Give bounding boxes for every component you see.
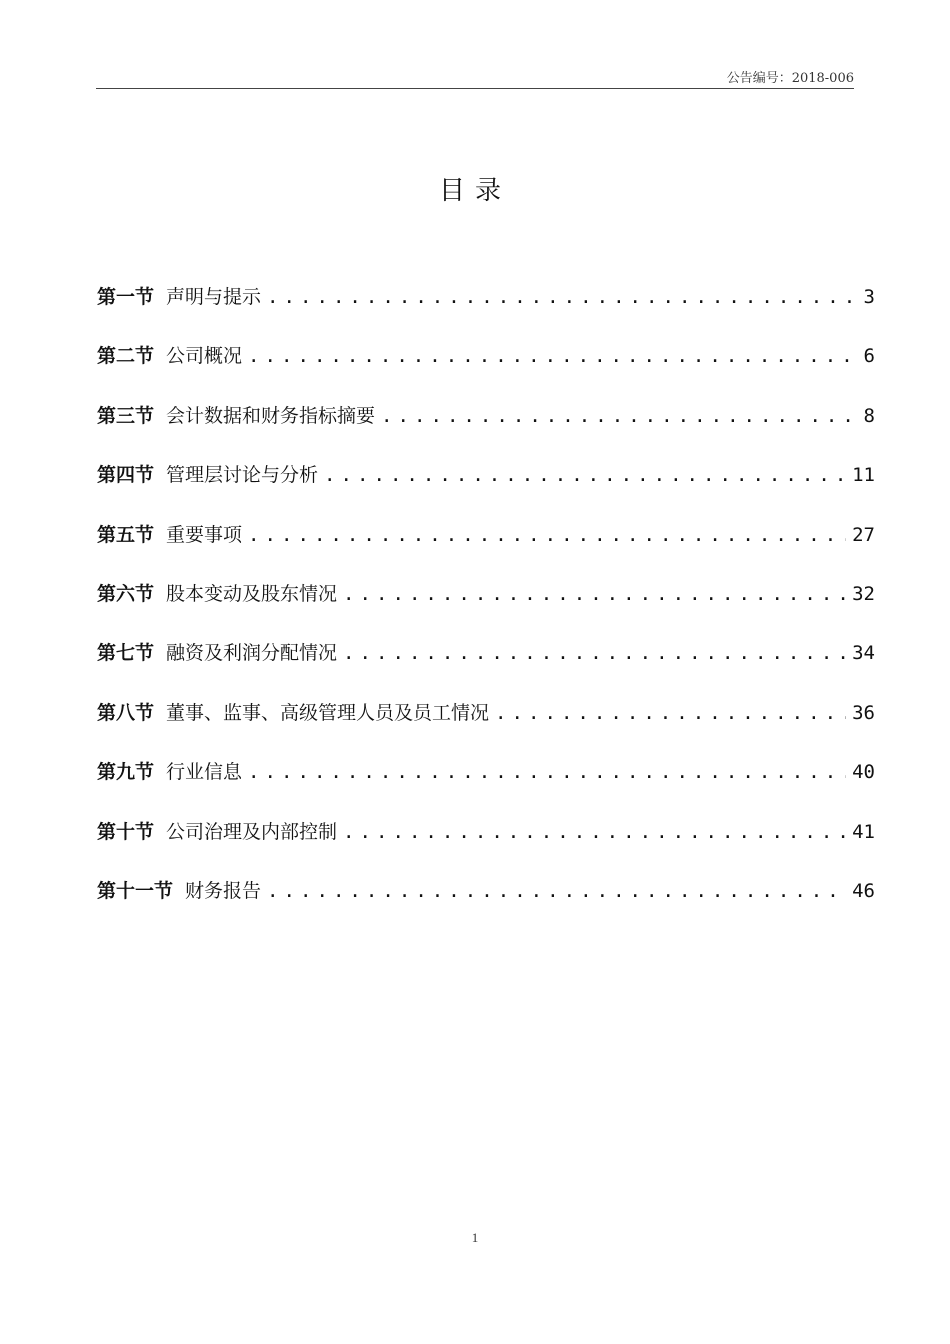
toc-page-number: 27	[852, 523, 875, 546]
toc-entry[interactable]	[97, 341, 875, 400]
toc-section-title: 会计数据和财务指标摘要	[166, 404, 376, 427]
toc-section-title: 管理层讨论与分析	[166, 464, 319, 487]
toc-dot-leader	[495, 702, 846, 724]
toc-page-number: 3	[863, 286, 875, 308]
table-of-contents	[97, 282, 875, 935]
toc-dot-leader	[267, 880, 846, 902]
toc-dot-leader	[343, 821, 846, 843]
toc-page-number: 36	[852, 701, 875, 724]
toc-dot-leader	[248, 524, 846, 546]
toc-page-number: 46	[852, 879, 875, 902]
toc-dot-leader	[381, 405, 858, 427]
toc-entry[interactable]	[97, 520, 875, 579]
toc-entry[interactable]	[97, 282, 875, 341]
toc-section-number: 第九节	[97, 761, 155, 784]
toc-dot-leader	[343, 642, 846, 664]
toc-entry[interactable]	[97, 757, 875, 816]
toc-entry[interactable]	[97, 817, 875, 876]
toc-section-number: 第三节	[97, 404, 155, 427]
toc-section-title: 声明与提示	[166, 286, 262, 308]
toc-entry[interactable]	[97, 698, 875, 757]
toc-page-number: 41	[852, 820, 875, 843]
toc-dot-leader	[343, 583, 846, 605]
toc-section-number: 第十节	[97, 820, 155, 843]
toc-page-number: 34	[852, 642, 875, 665]
toc-dot-leader	[248, 345, 858, 367]
toc-section-number: 第二节	[97, 345, 155, 368]
toc-section-title: 行业信息	[166, 761, 243, 784]
toc-section-title: 公司治理及内部控制	[166, 820, 338, 843]
toc-page-number: 32	[852, 582, 875, 605]
toc-section-title: 财务报告	[185, 879, 262, 902]
page-title: 目录	[438, 176, 511, 206]
toc-entry[interactable]	[97, 401, 875, 460]
toc-entry[interactable]	[97, 876, 875, 935]
toc-page-number: 11	[852, 464, 875, 487]
header-divider	[96, 88, 854, 89]
toc-entry[interactable]	[97, 579, 875, 638]
toc-dot-leader	[248, 761, 846, 783]
toc-section-number: 第五节	[97, 523, 155, 546]
toc-section-title: 董事、监事、高级管理人员及员工情况	[166, 701, 490, 724]
toc-section-number: 第六节	[97, 582, 155, 605]
toc-dot-leader	[267, 286, 858, 308]
toc-section-number: 第十一节	[97, 879, 174, 902]
toc-page-number: 8	[863, 404, 875, 427]
toc-section-number: 第一节	[97, 286, 155, 308]
toc-entry[interactable]	[97, 460, 875, 519]
toc-section-title: 公司概况	[166, 345, 243, 368]
toc-section-number: 第七节	[97, 642, 155, 665]
toc-entry[interactable]	[97, 638, 875, 697]
toc-section-title: 融资及利润分配情况	[166, 642, 338, 665]
page-number: 1	[471, 1230, 479, 1245]
toc-section-number: 第四节	[97, 464, 155, 487]
toc-page-number: 6	[863, 345, 875, 368]
toc-section-title: 重要事项	[166, 523, 243, 546]
toc-page-number: 40	[852, 761, 875, 784]
announcement-number: 公告编号：2018-006	[726, 71, 854, 86]
toc-dot-leader	[324, 464, 846, 486]
toc-section-title: 股本变动及股东情况	[166, 582, 338, 605]
toc-section-number: 第八节	[97, 701, 155, 724]
